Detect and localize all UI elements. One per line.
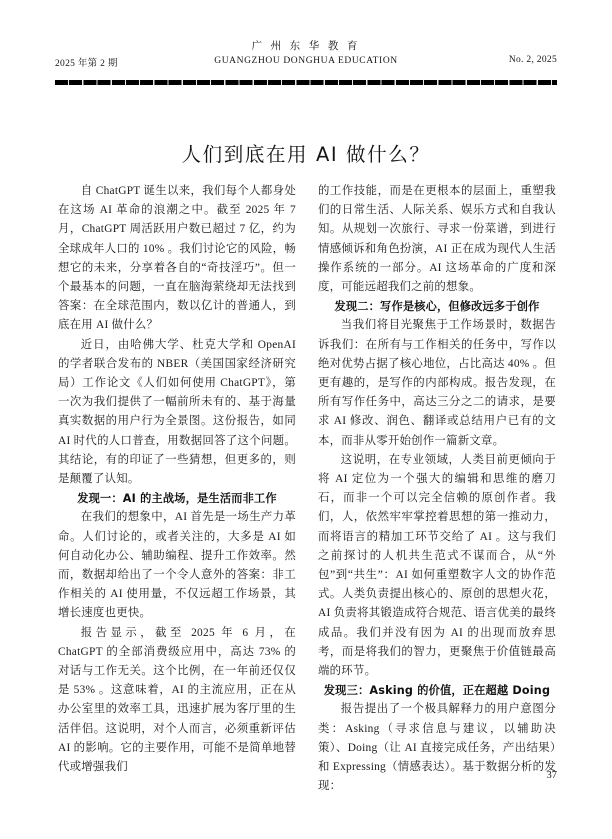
journal-name-chinese: 广 州 东 华 教 育 [251, 41, 361, 52]
page-number: 37 [546, 770, 557, 781]
body-paragraph: 这说明，在专业领域，人类目前更倾向于将 AI 定位为一个强大的编辑和思维的磨刀石，而非一个可以完全信赖的原创作者。我们，人，依然牢牢掌控着思想的第一推动力，而将语言的精加工环节交给了 AI 。这与我们之前探讨的人机共生范式不谋而合，从“外包”到“共生”：AI 如何重塑数字人文的协作范式。人类负责提出核心的、原创的思想火花，AI 负责将其锻造成符合规范、语言优美的最终成品。我们并没有因为 AI 的出现而放弃思考，而是将我们的智力，更聚焦于价值链最高端的环节。 [318, 453, 556, 678]
body-paragraph: 报告提出了一个极具解释力的用户意图分类：Asking（寻求信息与建议，以辅助决策）、Doing（让 AI 直接完成任务，产出结果）和 Expressing（情感表达）。基于数据分析的发现： [318, 703, 556, 793]
masthead-rule [55, 80, 557, 86]
section-heading: 发现二：写作是核心，但修改远多于创作 [334, 300, 540, 314]
body-paragraph: 报告显示，截至 2025 年 6 月，在 ChatGPT 的全部消费级应用中，高达 73% 的对话与工作无关。这个比例，在一年前还仅仅是 53% 。这意味着，AI 的主流应用，正在从办公室里的效率工具，迅速扩展为客厅里的生活伴侣。这说明，对个人而言，必须重新评估 AI 的影响。它的主要作用，可能不是简单地替代或增强我们 [58, 626, 296, 774]
issue-label-left: 2025 年第 2 期 [55, 59, 118, 69]
section-heading: 发现一：AI 的主战场，是生活而非工作 [77, 492, 277, 506]
body-paragraph: 在我们的想象中，AI 首先是一场生产力革命。人们讨论的，或者关注的，大多是 AI 如何自动化办公、辅助编程、提升工作效率。然而，数据却给出了一个令人意外的答案：非工作相关的 AI 使用量，不仅远超工作场景，其增长速度也更快。 [58, 511, 296, 620]
masthead-rule-ticks [55, 80, 557, 85]
body-paragraph: 近日，由哈佛大学、杜克大学和 OpenAI 的学者联合发布的 NBER（美国国家经济研究局）工作论文《人们如何使用 ChatGPT》，第一次为我们提供了一幅前所未有的、基于海量真实数据的用户行为全景图。这份报告，如同 AI 时代的人口普查，用数据回答了这个问题。其结论，有的印证了一些猜想，但更多的，则是颠覆了认知。 [58, 338, 296, 486]
body-paragraph: 当我们将目光聚焦于工作场景时，数据告诉我们：在所有与工作相关的任务中，写作以绝对优势占据了核心地位，占比高达 40% 。但更有趣的，是写作的内部构成。报告发现，在所有写作任务中，高达三分之二的请求，是要求 AI 修改、润色、翻译或总结用户已有的文本，而非从零开始创作一篇新文章。 [318, 319, 556, 447]
body-paragraph: 自 ChatGPT 诞生以来，我们每个人都身处在这场 AI 革命的浪潮之中。截至 2025 年 7 月，ChatGPT 周活跃用户数已超过 7 亿，约为全球成年人口的 10% 。我们讨论它的风险，畅想它的未来，分享着各自的“奇技淫巧”。但一个最基本的问题，一直在脑海萦绕却无法找到答案：在全球范围内，数以亿计的普通人，到底在用 AI 做什么？ [58, 185, 296, 332]
issue-label-right: No. 2, 2025 [508, 55, 557, 65]
body-paragraph: 的工作技能，而是在更根本的层面上，重塑我们的日常生活、人际关系、娱乐方式和自我认知。从规划一次旅行、寻求一份菜谱，到进行情感倾诉和角色扮演，AI 正在成为现代人生活操作系统的一部分。AI 这场革命的广度和深度，可能远超我们之前的想象。 [318, 185, 556, 294]
section-heading: 发现三：Asking 的价值，正在超越 Doing [323, 684, 551, 698]
journal-name-english: GUANGZHOU DONGHUA EDUCATION [214, 56, 398, 66]
page-title: 人们到底在用 AI 做什么？ [181, 143, 431, 167]
page-masthead [55, 40, 557, 82]
column-left [58, 182, 296, 774]
masthead-center [55, 40, 557, 68]
